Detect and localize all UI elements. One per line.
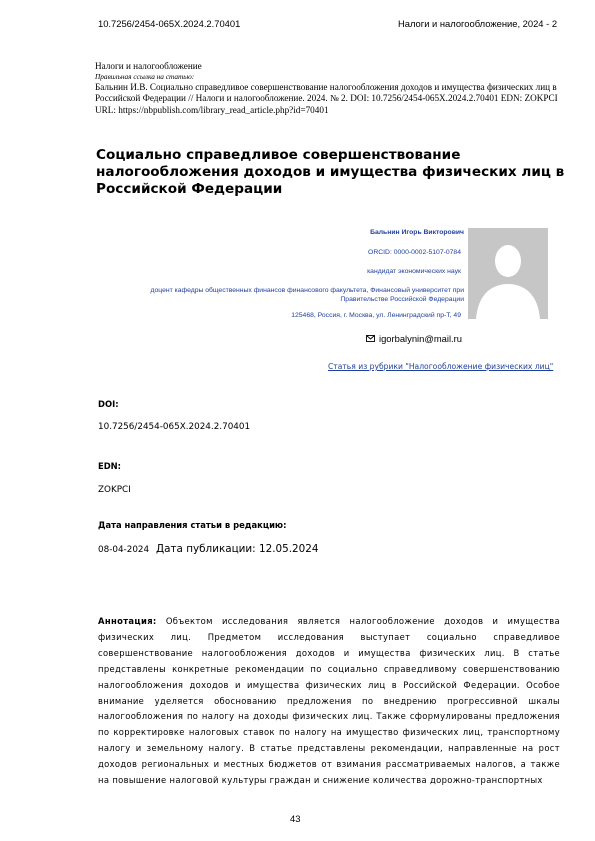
author-name[interactable]: Бальнин Игорь Викторович — [370, 229, 464, 236]
author-email-row[interactable] — [366, 333, 462, 344]
mail-icon — [366, 335, 375, 342]
journal-name: Налоги и налогообложение — [95, 61, 202, 71]
citation-label: Правильная ссылка на статью: — [95, 72, 195, 81]
submission-date: 08-04-2024 — [98, 545, 150, 555]
person-silhouette-icon — [468, 228, 548, 319]
author-degree: кандидат экономических наук — [367, 268, 461, 275]
edn-value: ZOKPCI — [98, 485, 131, 495]
doi-label: DOI: — [98, 399, 119, 409]
rubric-link[interactable]: Статья из рубрики "Налогообложение физических лиц" — [328, 362, 554, 371]
author-photo-placeholder — [468, 228, 548, 319]
header-doi: 10.7256/2454-065X.2024.2.70401 — [98, 18, 241, 29]
article-title: Социально справедливое совершенствование налогообложения доходов и имущества физических лиц в Российской Федерации — [96, 147, 565, 197]
abstract — [98, 614, 560, 789]
author-address: 125468, Россия, г. Москва, ул. Ленинградский пр-Т, 49 — [291, 312, 461, 319]
publication-date: Дата публикации: 12.05.2024 — [156, 543, 319, 555]
abstract-text: Объектом исследования является налогообложение доходов и имущества физических лиц. Предметом исследования выступает социально справедливое совершенствование налогообложения доходов и имущества физических лиц. В статье представлены конкретные рекомендации по социально справедливому совершенствованию налогообложения доходов и имущества физических лиц в Российской Федерации. Особое внимание уделяется обоснованию предложения по внедрению прогрессивной шкалы налогообложения по налогу на доходы физических лиц. Также сформулированы предложения по корректировке налоговых ставок по налогу на имущество физических лиц, транспортному налогу и земельному налогу. В статье представлены рекомендации, направленные на рост доходов региональных и местных бюджетов от взимания рассматриваемых налогов, а также на повышение налоговой культуры граждан и снижение количества дорожно-транспортных — [98, 616, 560, 786]
author-position: доцент кафедры общественных финансов финансового факультета, Финансовый университет при Правительстве Российской Федерации — [150, 287, 464, 303]
citation-text: Бальнин И.В. Социально справедливое совершенствование налогообложения доходов и имущества физических лиц в Российской Федерации // Налоги и налогообложение. 2024. № 2. DOI: 10.7256/2454-065X.2024.2.70401 EDN: ZOKPCI URL: https://nbpublish.com/library_read_article.php?id=70401 — [95, 82, 558, 115]
submission-date-label: Дата направления статьи в редакцию: — [98, 520, 287, 530]
author-orcid[interactable]: ORCID: 0000-0002-5107-0784 — [368, 249, 461, 256]
doi-value[interactable]: 10.7256/2454-065X.2024.2.70401 — [98, 422, 251, 432]
author-email[interactable]: igorbalynin@mail.ru — [379, 333, 462, 344]
abstract-label: Аннотация: — [98, 616, 157, 626]
edn-label: EDN: — [98, 461, 122, 471]
page-number: 43 — [290, 813, 301, 824]
header-journal-issue: Налоги и налогообложение, 2024 - 2 — [398, 18, 558, 29]
